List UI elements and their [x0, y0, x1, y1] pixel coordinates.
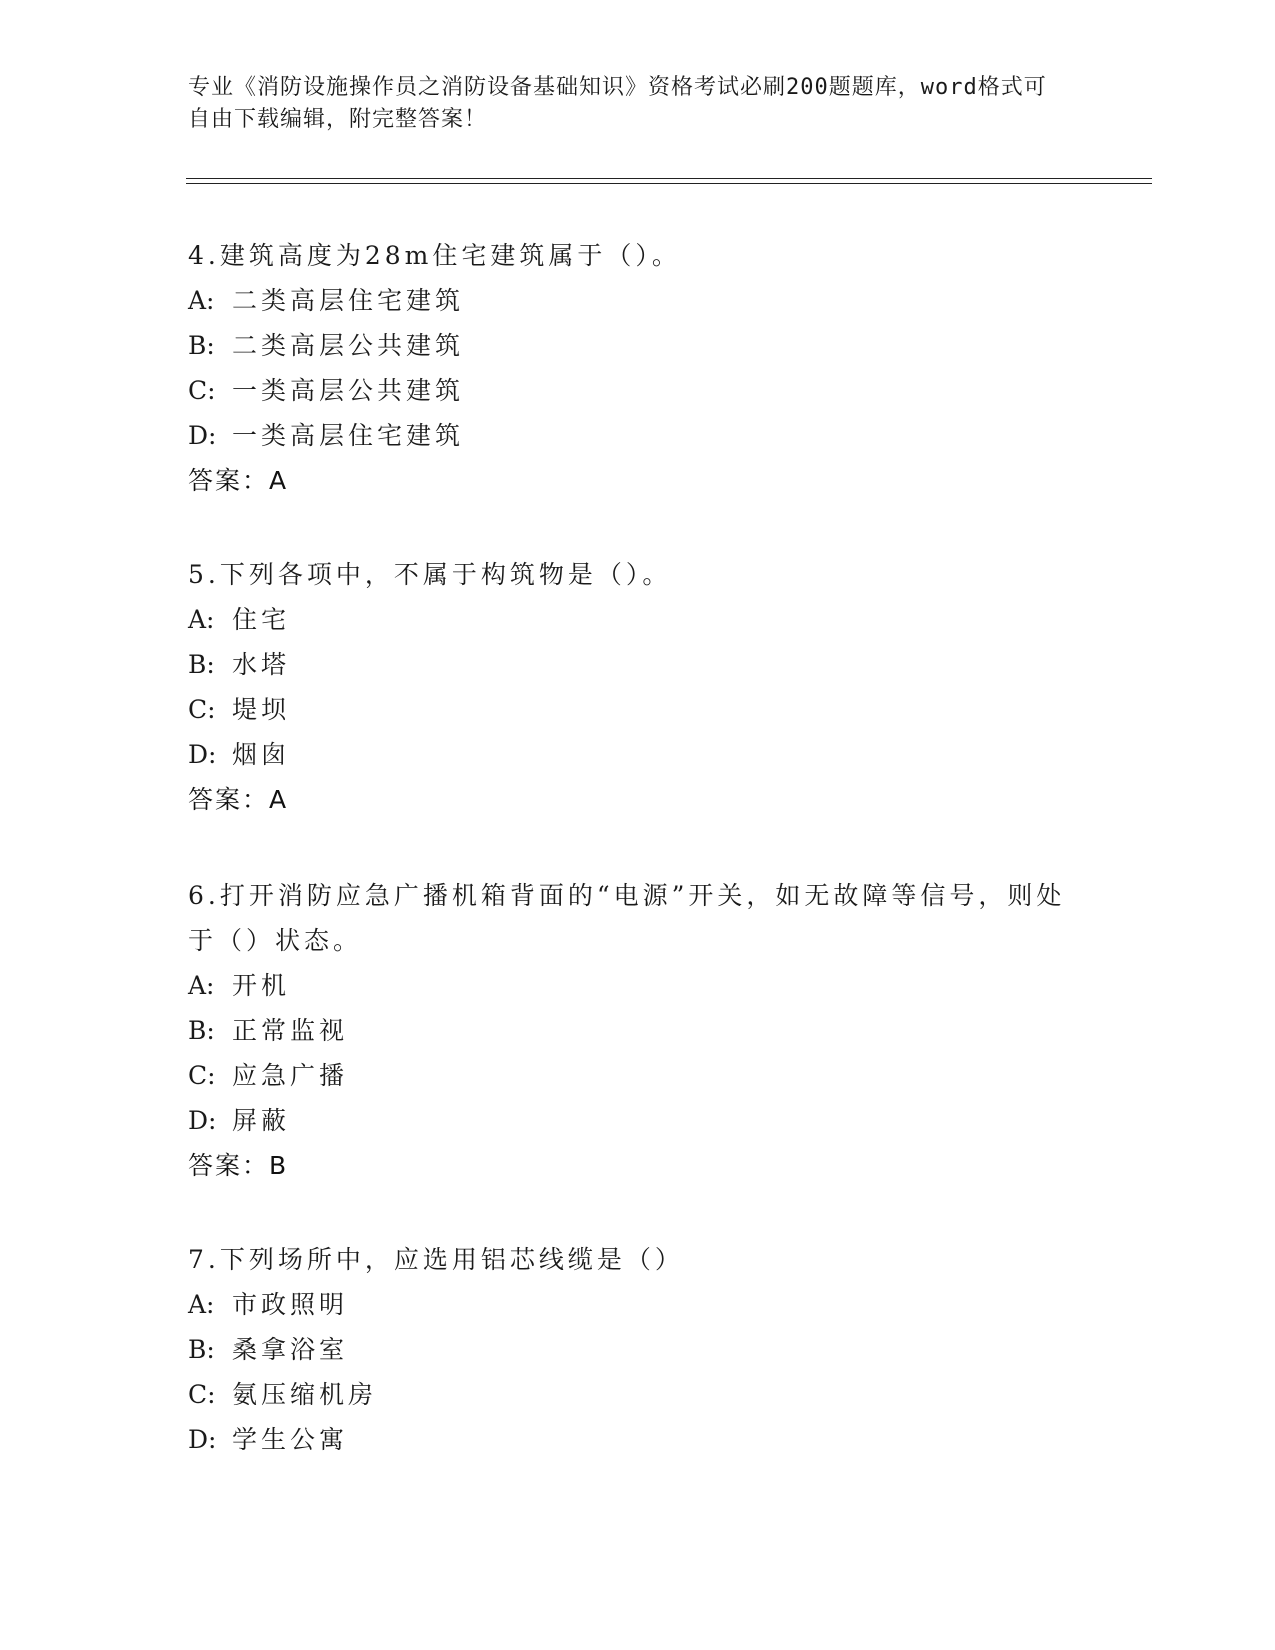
option-text: 屏蔽	[232, 1106, 291, 1135]
option-text: 烟囱	[232, 740, 291, 769]
question-stem: 7.下列场所中，应选用铝芯线缆是（）	[188, 1245, 684, 1274]
option-b	[188, 1327, 1088, 1372]
question-stem: 4.建筑高度为28m住宅建筑属于（）。	[188, 241, 681, 270]
question-stem: 6.打开消防应急广播机箱背面的“电源”开关，如无故障等信号，则处于（）状态。	[188, 881, 1066, 955]
option-key: A:	[188, 286, 215, 315]
option-text: 二类高层住宅建筑	[232, 286, 465, 315]
option-key: D:	[188, 740, 217, 769]
header-divider-top	[186, 178, 1152, 179]
option-d	[188, 413, 1088, 458]
option-b	[188, 1008, 1088, 1053]
option-key: D:	[188, 1425, 217, 1454]
option-text: 开机	[232, 971, 291, 1000]
question-5	[188, 552, 1088, 822]
option-key: B:	[188, 1335, 215, 1364]
option-key: B:	[188, 331, 215, 360]
question-4	[188, 233, 1088, 503]
option-b	[188, 642, 1088, 687]
option-key: A:	[188, 605, 215, 634]
option-key: C:	[188, 1380, 216, 1409]
option-text: 应急广播	[232, 1061, 349, 1090]
option-key: A:	[188, 971, 215, 1000]
option-d	[188, 1098, 1088, 1143]
answer: 答案：A	[188, 785, 289, 814]
question-stem: 5.下列各项中，不属于构筑物是（）。	[188, 560, 672, 589]
option-c	[188, 1372, 1088, 1417]
option-a	[188, 963, 1088, 1008]
option-c	[188, 368, 1088, 413]
option-key: C:	[188, 1061, 216, 1090]
answer: 答案：B	[188, 1151, 289, 1180]
option-key: D:	[188, 421, 217, 450]
option-text: 市政照明	[232, 1290, 349, 1319]
option-c	[188, 1053, 1088, 1098]
option-key: C:	[188, 376, 216, 405]
question-7	[188, 1237, 1088, 1462]
option-text: 学生公寓	[232, 1425, 349, 1454]
option-text: 氨压缩机房	[232, 1380, 378, 1409]
option-text: 一类高层住宅建筑	[232, 421, 465, 450]
option-key: B:	[188, 1016, 215, 1045]
header-divider-bottom	[186, 183, 1152, 184]
option-a	[188, 597, 1088, 642]
option-text: 堤坝	[232, 695, 291, 724]
option-d	[188, 732, 1088, 777]
option-a	[188, 1282, 1088, 1327]
option-b	[188, 323, 1088, 368]
question-6	[188, 873, 1088, 1188]
option-text: 一类高层公共建筑	[232, 376, 465, 405]
answer: 答案：A	[188, 466, 289, 495]
option-text: 水塔	[232, 650, 291, 679]
option-text: 桑拿浴室	[232, 1335, 349, 1364]
option-text: 住宅	[232, 605, 291, 634]
option-key: B:	[188, 650, 215, 679]
option-text: 二类高层公共建筑	[232, 331, 465, 360]
option-text: 正常监视	[232, 1016, 349, 1045]
document-header: 专业《消防设施操作员之消防设备基础知识》资格考试必刷200题题库，word格式可自由下载编辑，附完整答案！	[188, 75, 1047, 132]
option-d	[188, 1417, 1088, 1462]
option-key: C:	[188, 695, 216, 724]
option-key: D:	[188, 1106, 217, 1135]
option-c	[188, 687, 1088, 732]
option-key: A:	[188, 1290, 215, 1319]
option-a	[188, 278, 1088, 323]
